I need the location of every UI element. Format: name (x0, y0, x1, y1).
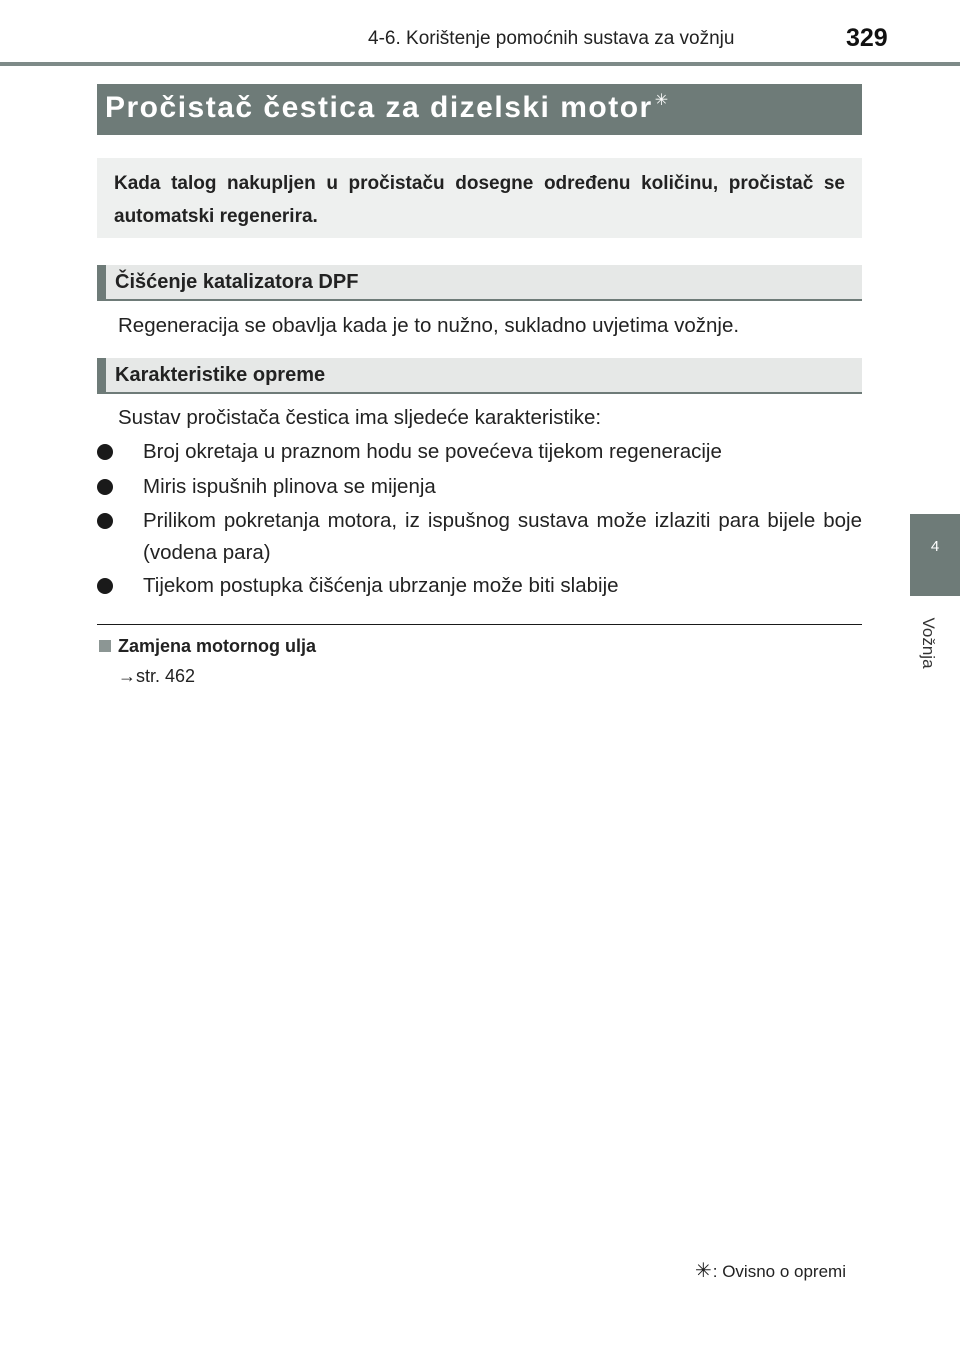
page-number: 329 (846, 24, 888, 52)
page-title-bar (97, 84, 862, 135)
bullet-icon (97, 578, 113, 594)
section-heading-features (97, 358, 862, 394)
list-item (97, 436, 862, 468)
section-body-features: Sustav pročistača čestica ima sljedeće karakteristike: (118, 406, 602, 429)
list-item-text: Tijekom postupka čišćenja ubrzanje može biti slabije (143, 574, 619, 597)
bullet-icon (97, 513, 113, 529)
chapter-tab-number: 4 (930, 538, 940, 555)
section-heading-dpf-cleaning (97, 265, 862, 301)
list-item-text: Broj okretaja u praznom hodu se povećeva tijekom regeneracije (143, 440, 722, 463)
notes-divider (97, 624, 862, 625)
list-item-text: Prilikom pokretanja motora, iz ispušnog sustava može izlaziti para bijele boje (vodena para) (143, 509, 862, 564)
bullet-icon (97, 479, 113, 495)
section-heading-text: Čišćenje katalizatora DPF (115, 271, 359, 293)
section-body-dpf-cleaning: Regeneracija se obavlja kada je to nužno, sukladno uvjetima vožnje. (118, 314, 740, 337)
square-bullet-icon (99, 640, 111, 652)
header-section-title: 4-6. Korištenje pomoćnih sustava za vožnju (368, 28, 735, 49)
list-item (97, 570, 862, 602)
bullet-icon (97, 444, 113, 460)
list-item-text: Miris ispušnih plinova se mijenja (143, 475, 436, 498)
note-title: Zamjena motornog ulja (118, 636, 317, 656)
footnote (695, 1258, 846, 1283)
asterisk-icon: ✳ (654, 92, 669, 109)
footnote-text: : Ovisno o opremi (712, 1262, 846, 1281)
asterisk-icon: ✳ (695, 1260, 712, 1282)
intro-panel (97, 158, 862, 238)
section-heading-text: Karakteristike opreme (115, 364, 326, 386)
chapter-tab (910, 514, 960, 596)
list-item (97, 471, 862, 503)
list-item (97, 505, 862, 569)
page-reference-link[interactable]: →str. 462 (118, 666, 196, 686)
intro-text: Kada talog nakupljen u pročistaču dosegne određenu količinu, pročistač se automatski regenerira. (114, 173, 845, 227)
header-divider (0, 62, 960, 66)
chapter-tab-label: Vožnja (919, 617, 938, 669)
page-title: Pročistač čestica za dizelski motor (105, 91, 653, 124)
